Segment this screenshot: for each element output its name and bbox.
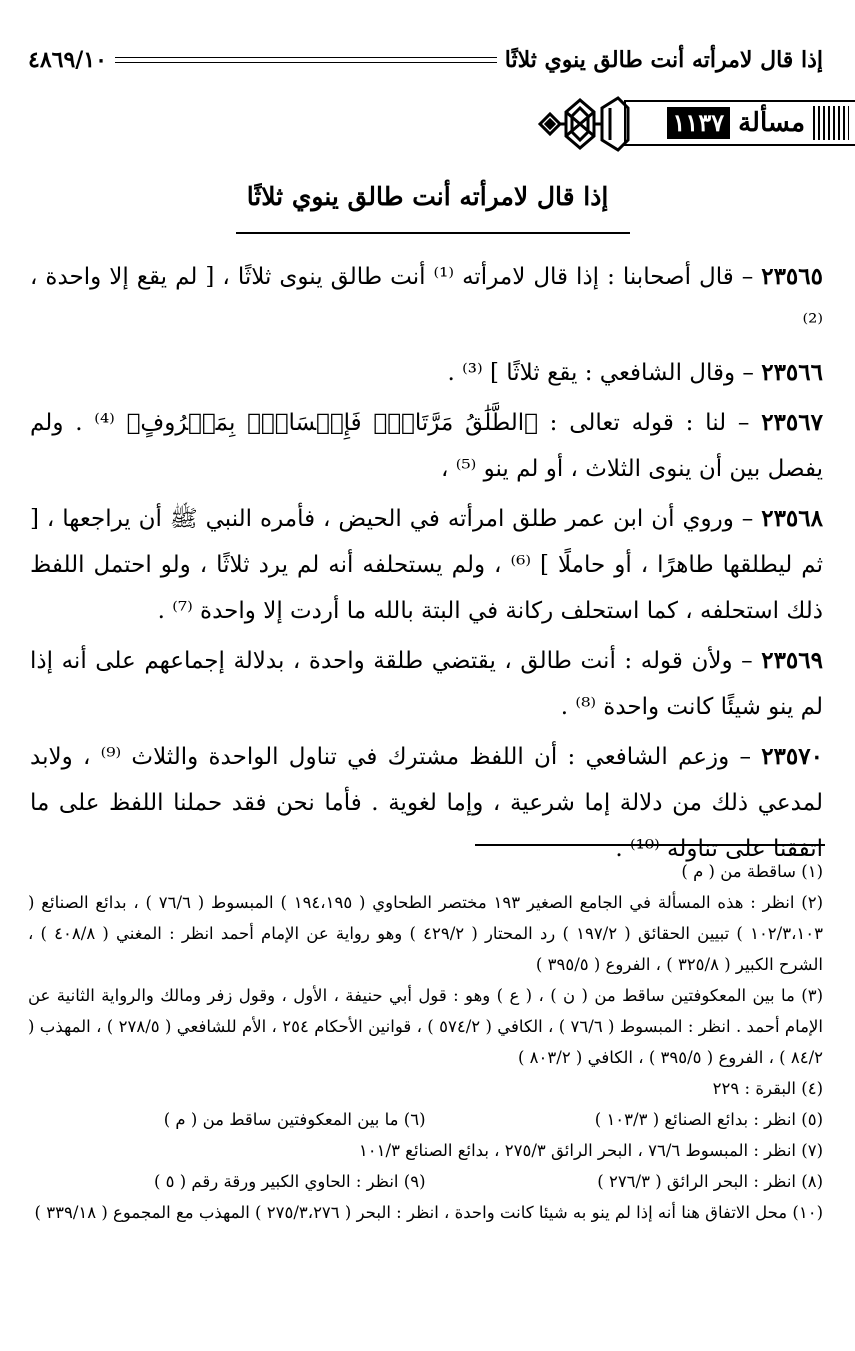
paragraph-text: – وقال الشافعي : يقع ثلاثًا ] ⁽³⁾ . [447,360,762,386]
title-underline [236,232,630,234]
paragraph-text: – وزعم الشافعي : أن اللفظ مشترك في تناول الواحدة والثلاث ⁽⁹⁾ ، ولابد لمدعي ذلك من دلالة إما شرعية ، وإما لغوية . فأما نحن فقد حملنا اللفظ على ما اتفقنا على تناوله ⁽¹⁰⁾ . [30,744,823,862]
masala-number: ١١٣٧ [667,107,731,139]
ornament-icon [530,94,630,154]
footnote: (١) ساقطة من ( م ) [681,862,823,881]
paragraph-number: ٢٣٥٦٨ [761,505,823,532]
masala-banner [530,94,855,154]
footnote: (٣) ما بين المعكوفتين ساقط من ( ن ) ، ( ع ) وهو : قول أبي حنيفة ، الأول ، وقول زفر ومالك والرواية الثانية عن الإمام أحمد . انظر : المبسوط ( ٧٦/٦ ) ، الكافي ( ٥٧٤/٢ ) ، قوانين الأحكام ٢٥٤ ، الأم للشافعي ( ٢٧٨/٥ ) ، المهذب ( ٨٤/٢ ) ، الفروع ( ٣٩٥/٥ ) ، الكافي ( ٨٠٣/٢ ) [28,986,823,1067]
paragraph-text: – ولأن قوله : أنت طالق ، يقتضي طلقة واحدة ، بدلالة إجماعهم على أنه إذا لم ينو شيئًا كانت واحدة ⁽⁸⁾ . [30,648,823,720]
paragraph [30,638,823,730]
footnotes [28,856,823,1228]
footnote-row [28,1073,823,1104]
paragraph-text: – وروي أن ابن عمر طلق امرأته في الحيض ، فأمره النبي ﷺ أن يراجعها ، [ ثم ليطلقها طاهرًا ، أو حاملًا ] ⁽⁶⁾ ، ولم يستحلفه أنه لم يرد ثلاثًا ، ولو احتمل اللفظ ذلك استحلفه ، كما استحلف ركانة في البتة بالله ما أردت إلا واحدة ⁽⁷⁾ . [30,506,823,624]
masala-box [624,100,855,146]
footnote: (٦) ما بين المعكوفتين ساقط من ( م ) [163,1110,426,1129]
hatch-pattern [813,106,849,140]
paragraph-text: – قال أصحابنا : إذا قال لامرأته ⁽¹⁾ أنت طالق ينوى ثلاثًا ، [ لم يقع إلا واحدة ، ⁽²⁾ [30,264,823,336]
main-text [30,254,823,876]
footnote: (٧) انظر : المبسوط ٧٦/٦ ، البحر الرائق ٢٧٥/٣ ، بدائع الصنائع ١٠١/٣ [358,1141,823,1160]
paragraph [30,254,823,346]
paragraph-text: – لنا : قوله تعالى : ﴿الطَّلَٰقُ مَرَّتَانِۖ فَإِمۡسَاكُۢ بِمَعۡرُوفٍ﴾ ⁽⁴⁾ . ولم يفصل بين أن ينوى الثلاث ، أو لم ينو ⁽⁵⁾ ، [30,410,823,482]
paragraph-number: ٢٣٥٧٠ [761,743,823,770]
paragraph [30,496,823,634]
paragraph-number: ٢٣٥٦٩ [761,647,823,674]
footnote-row [28,1166,823,1197]
footnote: (٢) انظر : هذه المسألة في الجامع الصغير ١٩٣ مختصر الطحاوي ( ١٩٤،١٩٥ ) المبسوط ( ٧٦/٦ ) ، بدائع الصنائع ( ١٠٢/٣،١٠٣ ) تبيين الحقائق ( ١٩٧/٢ ) رد المحتار ( ٤٢٩/٢ ) وهو رواية عن الإمام أحمد انظر : المغني ( ٤٠٨/٨ ) ، الشرح الكبير ( ٣٢٥/٨ ) ، الفروع ( ٣٩٥/٥ ) [28,893,823,974]
paragraph [30,400,823,492]
paragraph [30,350,823,396]
paragraph-number: ٢٣٥٦٥ [761,263,823,290]
footnote: (٩) انظر : الحاوي الكبير ورقة رقم ( ٥ ) [153,1172,426,1191]
footnote-row [28,1104,823,1135]
paragraph-number: ٢٣٥٦٦ [761,359,823,386]
running-title: إذا قال لامرأته أنت طالق ينوي ثلاثًا [504,47,823,73]
header-rule [115,57,497,63]
masala-label: مسألة [738,108,805,138]
footnote: (١٠) محل الاتفاق هنا أنه إذا لم ينو به شيئا كانت واحدة ، انظر : البحر ( ٢٧٥/٣،٢٧٦ ) المهذب مع المجموع ( ٣٣٩/١٨ ) [34,1203,823,1222]
chapter-title: إذا قال لامرأته أنت طالق ينوي ثلاثًا [246,182,609,211]
footnote-separator [475,844,825,846]
paragraph [30,734,823,872]
footnote: (٥) انظر : بدائع الصنائع ( ١٠٣/٣ ) [594,1110,823,1129]
paragraph-number: ٢٣٥٦٧ [761,409,823,436]
running-header [28,40,823,80]
page-reference: ٤٨٦٩/١٠ [28,47,107,73]
footnote: (٤) البقرة : ٢٢٩ [712,1079,823,1098]
footnote: (٨) انظر : البحر الرائق ( ٢٧٦/٣ ) [597,1172,823,1191]
